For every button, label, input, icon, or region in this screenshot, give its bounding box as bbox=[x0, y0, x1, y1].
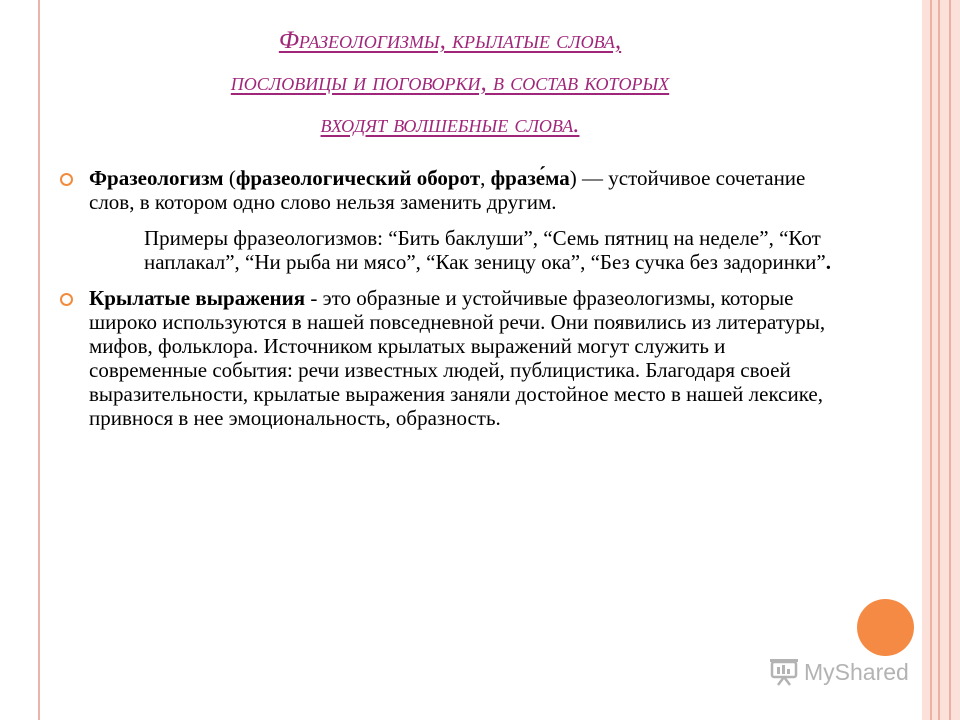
term-winged-expressions: Крылатые выражения bbox=[89, 286, 306, 310]
examples-paragraph bbox=[89, 226, 840, 274]
bullet-winged-expressions bbox=[60, 286, 840, 430]
synonym-phraseological-turn: фразеологический оборот bbox=[235, 166, 481, 190]
examples-text: Примеры фразеологизмов: “Бить баклуши”, “Семь пятниц на неделе”, “Кот наплакал”, “Ни рыба ни мясо”, “Как зеницу ока”, “Без сучка без задоринки” bbox=[144, 226, 826, 274]
synonym-phraseme: фразе́ма bbox=[490, 166, 570, 190]
presentation-board-icon bbox=[770, 658, 800, 686]
decorative-orange-circle bbox=[857, 599, 914, 656]
title-line-3: входят волшебные слова. bbox=[320, 111, 580, 138]
winged-expressions-text: - это образные и устойчивые фразеологизмы, которые широко используются в нашей повседневной речи. Они появились из литературы, мифов, фольклора. Источником крылатых выражений могут служить и современные события: речи известных людей, публицистика. Благодаря своей выразительности, крылатые выражения заняли достойное место в нашей лексике, привнося в нее эмоциональность, образность. bbox=[89, 286, 826, 430]
bullet-circle-icon bbox=[60, 173, 73, 186]
examples-end: . bbox=[825, 250, 831, 274]
band-line bbox=[930, 0, 932, 720]
comma: , bbox=[480, 166, 491, 190]
title-line-1: Фразеологизмы, крылатые слова, bbox=[278, 27, 622, 54]
title-line-2: пословицы и поговорки, в состав которых bbox=[230, 69, 670, 96]
watermark-text: MyShared bbox=[804, 658, 909, 685]
definition-text: ) — устойчивое сочетание слов, в котором одно слово нельзя заменить другим. bbox=[89, 166, 806, 214]
watermark-logo bbox=[770, 657, 909, 687]
bullet-list bbox=[60, 166, 840, 430]
band-line bbox=[938, 0, 940, 720]
slide-title bbox=[60, 20, 840, 146]
term-phraseologism: Фразеологизм bbox=[89, 166, 224, 190]
bullet-phraseologism bbox=[60, 166, 840, 274]
bullet-circle-icon bbox=[60, 293, 73, 306]
right-decor-band bbox=[922, 0, 960, 720]
band-line bbox=[949, 0, 951, 720]
left-rule-line bbox=[38, 0, 40, 720]
open-paren: ( bbox=[223, 166, 236, 190]
